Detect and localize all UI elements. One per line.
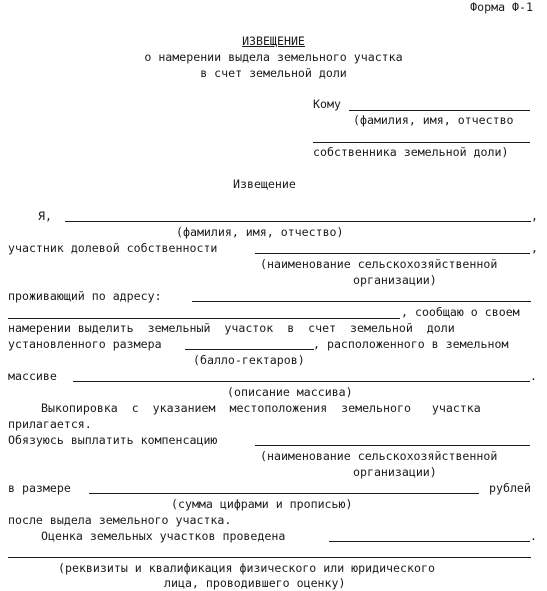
document-subtitle-line2: в счет земельной доли [200, 66, 347, 80]
assessment-dot: . [530, 529, 537, 543]
copy-line-1: Выкопировка с указанием местоположения земельного участка [41, 401, 481, 415]
hint-fio: (фамилия, имя, отчество) [176, 225, 344, 239]
i-label: Я, [38, 209, 52, 223]
hint-addressee-owner: собственника земельной доли) [313, 145, 509, 159]
size-tail: , расположенного в земельном [313, 337, 509, 351]
participant-label: участник долевой собственности [8, 241, 218, 255]
hint-org-1: (наименование сельскохозяйственной [260, 257, 498, 271]
addressee-line [349, 110, 530, 111]
form-number: Форма Ф-1 [470, 0, 533, 14]
inform-tail: , сообщаю о своем [401, 305, 520, 319]
after-line: после выдела земельного участка. [8, 513, 232, 527]
hint-ballo: (балло-гектаров) [193, 353, 305, 367]
hint-massive: (описание массива) [227, 385, 353, 399]
participant-comma: , [531, 241, 538, 255]
hint-assessor-1: (реквизиты и квалификация физического или юридического [58, 561, 435, 575]
address-label: проживающий по адресу: [8, 289, 162, 303]
to-label: Кому [313, 97, 341, 111]
hint-org-2: организации) [353, 273, 437, 287]
address-line [192, 301, 531, 302]
massive-line [73, 381, 530, 382]
document-subtitle-line1: о намерении выдела земельного участка [144, 50, 403, 64]
document-title: ИЗВЕЩЕНИЕ [242, 34, 305, 48]
participant-line [255, 253, 530, 254]
compensation-line [255, 445, 530, 446]
assessor-line [8, 557, 531, 558]
hint-addressee-name: (фамилия, имя, отчество [353, 113, 514, 127]
compensation-label: Обязуюсь выплатить компенсацию [8, 433, 218, 447]
copy-line-2: прилагается. [8, 417, 92, 431]
fio-comma: , [531, 209, 538, 223]
address-line-2 [8, 318, 400, 319]
size-line [185, 349, 314, 350]
size-label: установленного размера [8, 337, 162, 351]
hint-org2-2: организации) [353, 465, 437, 479]
massive-label: массиве [8, 369, 57, 383]
amount-label: в размере [8, 481, 71, 495]
amount-line [89, 493, 479, 494]
hint-assessor-2: лица, проводившего оценку) [164, 576, 346, 590]
assessment-line [329, 541, 530, 542]
massive-dot: . [530, 369, 537, 383]
body-title: Извещение [233, 177, 296, 191]
amount-tail: рублей [489, 481, 531, 495]
fio-line [65, 221, 531, 222]
hint-amount: (сумма цифрами и прописью) [171, 497, 353, 511]
assessment-label: Оценка земельных участков проведена [41, 529, 286, 543]
hint-org2-1: (наименование сельскохозяйственной [260, 449, 498, 463]
addressee-line-2 [313, 142, 530, 143]
intent-line: намерении выделить земельный участок в счет земельной доли [8, 321, 455, 335]
